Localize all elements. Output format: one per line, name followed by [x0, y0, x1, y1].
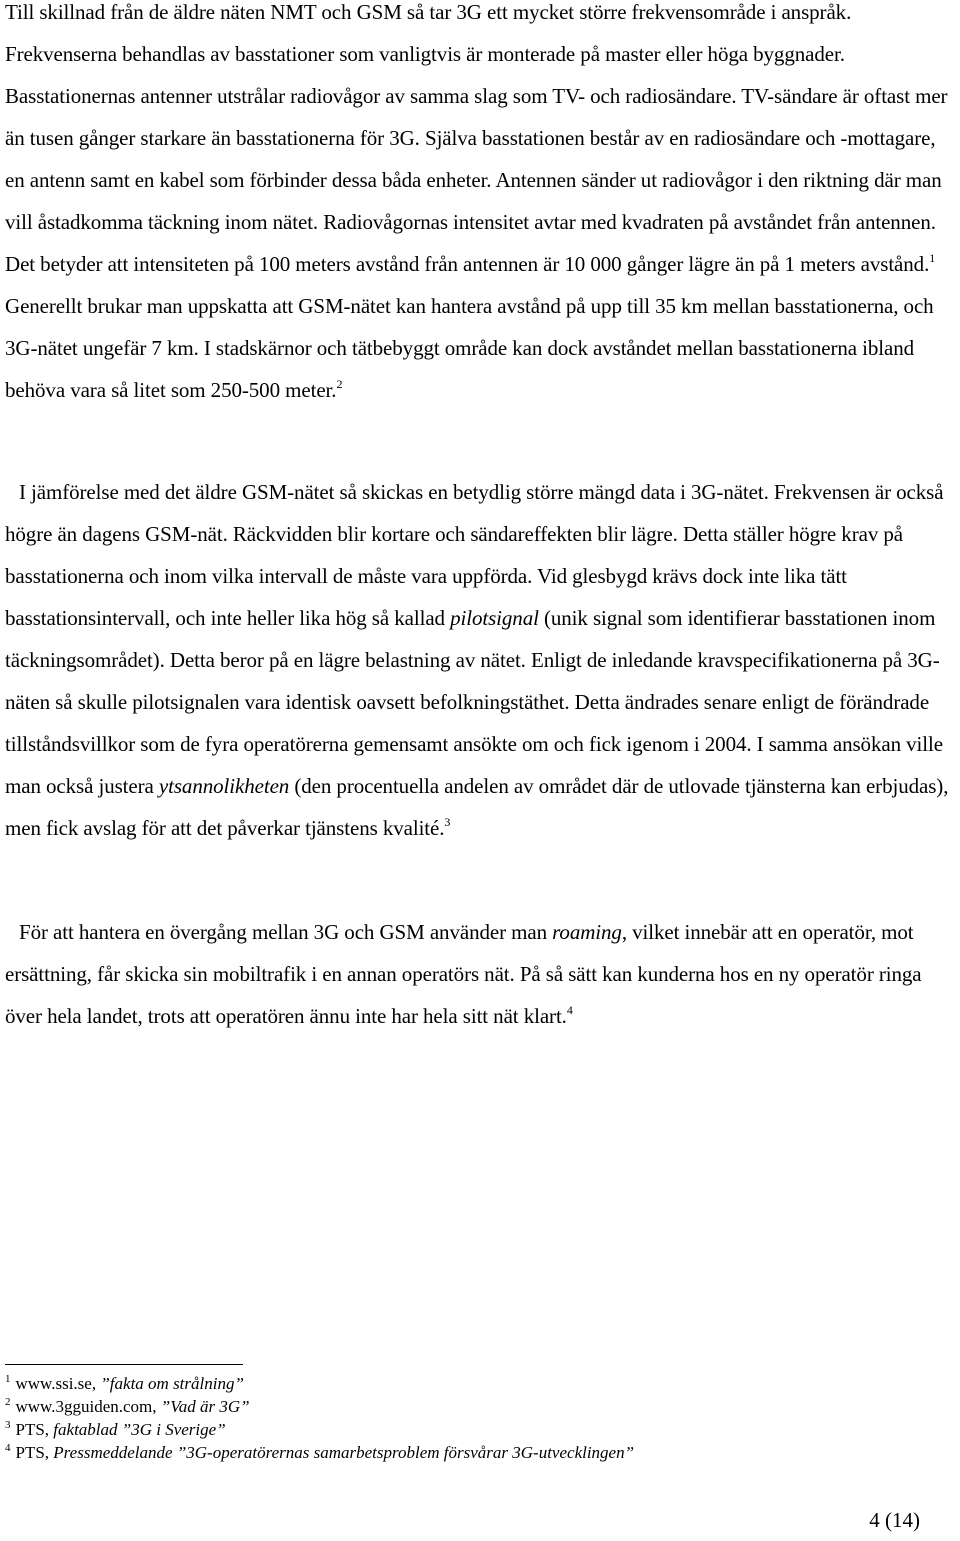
footnote-item — [5, 1395, 945, 1418]
footnote-divider — [5, 1364, 243, 1365]
footnote-reference: 2 — [336, 377, 343, 391]
paragraph-text: Till skillnad från de äldre näten NMT och GSM så tar 3G ett mycket större frekvensområde i anspråk. Frekvenserna behandlas av basstationer som vanligtvis är monterade på master eller höga byggnader. Basstationernas antenner utstrålar radiovågor av samma slag som TV- och radiosändare. TV-sändare är oftast mer än tusen gånger starkare än basstationerna för 3G. Själva basstationen består av en radiosändare och -mottagare, en antenn samt en kabel som förbinder dessa båda enheter. Antennen sänder ut radiovågor i den riktning där man vill åstadkomma täckning inom nätet. Radiovågornas intensitet avtar med kvadraten på avståndet från antennen. Det betyder att intensiteten på 100 meters avstånd från antennen är 10 000 gånger lägre än på 1 meters avstånd. — [5, 0, 948, 276]
footnote-reference: 1 — [929, 251, 936, 265]
footnote-title: Pressmeddelande ”3G-operatörernas samarbetsproblem försvårar 3G-utvecklingen” — [53, 1443, 635, 1462]
footnote-number: 3 — [5, 1419, 11, 1431]
footnote-number: 2 — [5, 1396, 11, 1408]
footnote-source: www.3gguiden.com, — [15, 1397, 161, 1416]
footnote-title: faktablad ”3G i Sverige” — [53, 1420, 226, 1439]
footnote-reference: 3 — [444, 815, 451, 829]
paragraph-text: För att hantera en övergång mellan 3G och GSM använder man — [19, 920, 553, 944]
paragraph-base-stations — [5, 0, 960, 411]
footnote-reference: 4 — [566, 1003, 573, 1017]
footnote-title: ”Vad är 3G” — [160, 1397, 250, 1416]
paragraph-gsm-comparison — [5, 471, 960, 849]
footnote-number: 4 — [5, 1442, 11, 1454]
footnote-item — [5, 1441, 945, 1464]
footnote-source: www.ssi.se, — [15, 1374, 101, 1393]
footnote-item — [5, 1372, 945, 1395]
paragraph-text: (unik signal som identifierar basstationen inom täckningsområdet). Detta beror på en lägre belastning av nätet. Enligt de inledande kravspecifikationerna på 3G-näten så skulle pilotsignalen vara identisk oavsett befolkningstäthet. Detta ändrades senare enligt de förändrade tillståndsvillkor som de fyra operatörerna gemensamt ansökte om och fick igenom i 2004. I samma ansökan ville man också justera — [5, 606, 943, 798]
italic-term: pilotsignal — [450, 606, 539, 630]
footnote-item — [5, 1418, 945, 1441]
italic-term: ytsannolikheten — [158, 774, 290, 798]
paragraph-text: Generellt brukar man uppskatta att GSM-nätet kan hantera avstånd på upp till 35 km mellan basstationerna, och 3G-nätet ungefär 7 km. I stadskärnor och tätbebyggt område kan dock avståndet mellan basstationerna ibland behöva vara så litet som 250-500 meter. — [5, 294, 934, 402]
paragraph-text: (den procentuella andelen av området där de utlovade tjänsterna kan erbjudas), men fick avslag för att det påverkar tjänstens kvalité. — [5, 774, 949, 840]
footnote-source: PTS, — [15, 1443, 54, 1462]
paragraph-text: I jämförelse med det äldre GSM-nätet så skickas en betydlig större mängd data i 3G-nätet. Frekvensen är också högre än dagens GSM-nät. Räckvidden blir kortare och sändareffekten blir lägre. Detta ställer högre krav på basstationerna och inom vilka intervall de måste vara uppförda. Vid glesbygd krävs dock inte lika tätt basstationsintervall, och inte heller lika hög så kallad — [5, 480, 944, 630]
page-number: 4 (14) — [869, 1508, 920, 1532]
footnote-source: PTS, — [15, 1420, 54, 1439]
footnotes — [5, 1372, 945, 1464]
italic-term: roaming — [552, 920, 622, 944]
paragraph-text: , vilket innebär att en operatör, mot ersättning, får skicka sin mobiltrafik i en annan operatörs nät. På så sätt kan kunderna hos en ny operatör ringa över hela landet, trots att operatören ännu inte har hela sitt nät klart. — [5, 920, 922, 1028]
paragraph-roaming — [5, 911, 960, 1037]
footnote-title: ”fakta om strålning” — [100, 1374, 244, 1393]
footnote-number: 1 — [5, 1373, 11, 1385]
